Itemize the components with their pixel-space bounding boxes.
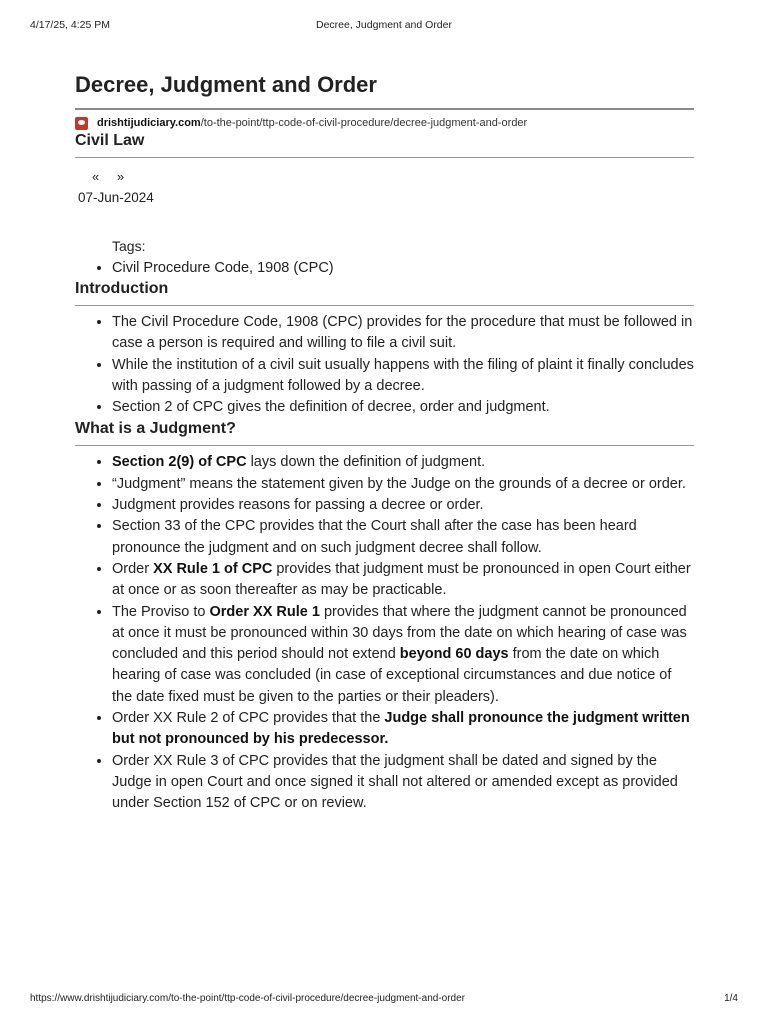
list-item: • Section 2(9) of CPC lays down the definition of judgment. xyxy=(112,452,694,473)
judgment-heading: What is a Judgment? xyxy=(75,418,694,446)
introduction-list xyxy=(75,312,694,418)
category-heading: Civil Law xyxy=(75,130,694,158)
list-item: • “Judgment” means the statement given by the Judge on the grounds of a decree or order. xyxy=(112,474,694,495)
bold-text: Judge shall pronounce the judgment written but not pronounced by his predecessor. xyxy=(112,710,690,748)
source-line xyxy=(75,116,694,130)
list-item: • Order XX Rule 1 of CPC provides that judgment must be pronounced in open Court either at once or as soon thereafter as may be practicable. xyxy=(112,559,694,602)
introduction-heading: Introduction xyxy=(75,278,694,306)
tags-label: Tags: xyxy=(112,238,146,254)
print-datetime: 4/17/25, 4:25 PM xyxy=(30,19,110,31)
bold-text: beyond 60 days xyxy=(399,646,509,663)
prev-article-link[interactable]: « xyxy=(92,169,100,184)
drishti-logo-icon xyxy=(75,117,88,130)
page-title: Decree, Judgment and Order xyxy=(75,70,694,110)
print-doc-title: Decree, Judgment and Order xyxy=(316,19,452,31)
list-item: • The Proviso to Order XX Rule 1 provides that where the judgment cannot be pronounced at once it must be pronounced within 30 days from the date on which hearing of case was concluded and this period should not extend beyond 60 days from the date on which hearing of case was concluded (in case of exceptional circumstances and due notice of the date fixed must be given to the parties or their pleaders). xyxy=(112,602,694,708)
article-date: 07-Jun-2024 xyxy=(78,190,154,205)
print-header xyxy=(30,19,738,33)
list-item: • Judgment provides reasons for passing a decree or order. xyxy=(112,495,694,516)
article-content xyxy=(75,70,694,815)
list-item: • The Civil Procedure Code, 1908 (CPC) provides for the procedure that must be followed in case a person is required and willing to file a civil suit. xyxy=(112,312,694,355)
source-link[interactable] xyxy=(97,117,527,129)
judgment-list xyxy=(75,452,694,814)
list-item: • While the institution of a civil suit usually happens with the filing of plaint it finally concludes with passing of a judgment followed by a decree. xyxy=(112,355,694,398)
print-footer xyxy=(30,993,738,1007)
list-item: • Section 2 of CPC gives the definition of decree, order and judgment. xyxy=(112,397,694,418)
article-nav xyxy=(75,169,694,185)
bold-text: Order XX Rule 1 xyxy=(209,603,320,620)
list-item: • Order XX Rule 2 of CPC provides that the Judge shall pronounce the judgment written but not pronounced by his predecessor. xyxy=(112,708,694,751)
source-domain: drishtijudiciary.com xyxy=(97,117,201,129)
print-url: https://www.drishtijudiciary.com/to-the-point/ttp-code-of-civil-procedure/decree-judgment-and-order xyxy=(30,993,465,1004)
bold-text: Section 2(9) of CPC xyxy=(112,454,247,471)
page-number: 1/4 xyxy=(724,993,738,1004)
bold-text: XX Rule 1 of CPC xyxy=(153,560,273,577)
tags-list xyxy=(75,258,694,278)
next-article-link[interactable]: » xyxy=(116,169,125,184)
source-path: /to-the-point/ttp-code-of-civil-procedure/decree-judgment-and-order xyxy=(200,117,528,129)
list-item: • Section 33 of the CPC provides that the Court shall after the case has been heard pronounce the judgment and on such judgment decree shall follow. xyxy=(112,516,694,559)
list-item: • Order XX Rule 3 of CPC provides that the judgment shall be dated and signed by the Judge in open Court and once signed it shall not altered or amended except as provided under Section 152 of CPC or on review. xyxy=(112,751,694,815)
tag-item[interactable]: • Civil Procedure Code, 1908 (CPC) xyxy=(112,258,694,278)
